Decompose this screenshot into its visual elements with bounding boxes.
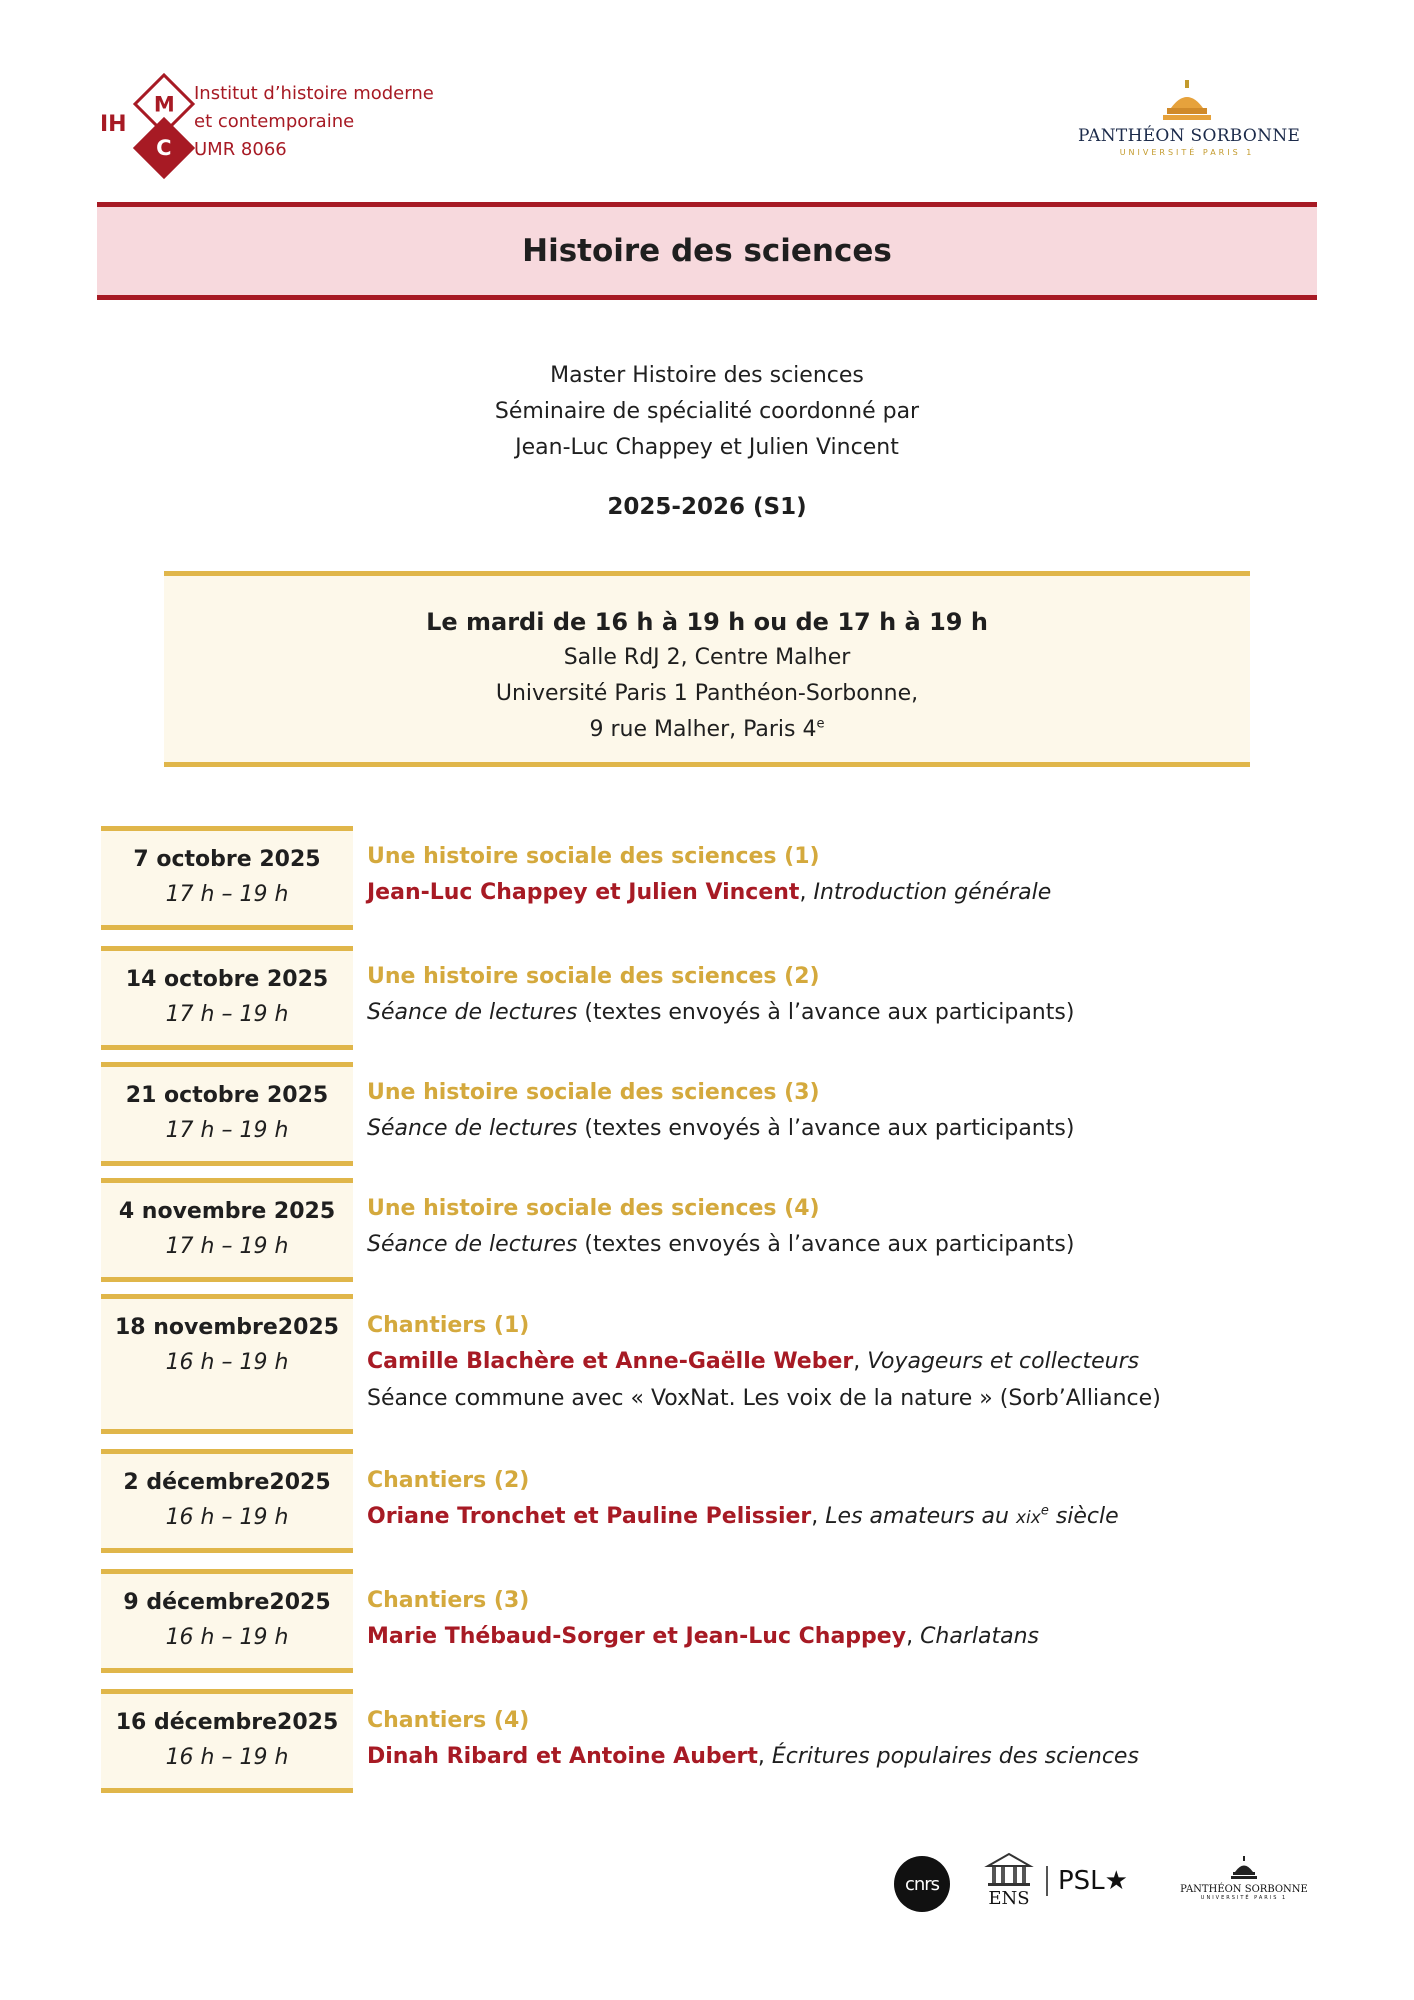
session-info [367,1076,1267,1147]
session-date: 9 décembre2025 [123,1590,331,1615]
cnrs-logo: cnrs [894,1856,950,1912]
session-date-box [101,1569,353,1673]
session-note: Séance commune avec « VoxNat. Les voix de la nature » (Sorb’Alliance) [367,1386,1161,1411]
session-title: Une histoire sociale des sciences (3) [367,1080,820,1105]
session-date: 21 octobre 2025 [125,1083,329,1108]
session-subject: Introduction générale [813,880,1052,905]
session-title: Une histoire sociale des sciences (4) [367,1196,820,1221]
session-reading-line: Séance de lectures (textes envoyés à l’avance aux participants) [367,1116,1075,1141]
session-date-box [101,1062,353,1166]
schedule-info-box [164,571,1250,767]
session-time: 17 h – 19 h [165,882,289,907]
session-info [367,1464,1267,1537]
session-date: 18 novembre2025 [115,1315,339,1340]
session-time: 17 h – 19 h [165,1002,289,1027]
intro-line: Jean-Luc Chappey et Julien Vincent [515,435,899,460]
session-subject: Charlatans [920,1624,1039,1649]
session-info [367,1704,1267,1775]
session-time: 16 h – 19 h [165,1745,289,1770]
session-speakers: Jean-Luc Chappey et Julien Vincent [367,880,800,905]
session-title: Une histoire sociale des sciences (2) [367,964,820,989]
session-date: 2 décembre2025 [123,1470,331,1495]
room-line: Salle RdJ 2, Centre Malher [563,645,851,670]
session-date-box [101,1178,353,1282]
session-time: 17 h – 19 h [165,1234,289,1259]
session-info [367,960,1267,1031]
session-info [367,1192,1267,1263]
session-info [367,1584,1267,1655]
intro-line: Master Histoire des sciences [550,363,864,388]
session-time: 16 h – 19 h [165,1505,289,1530]
session-date: 14 octobre 2025 [125,967,329,992]
ens-logo: ENS [984,1852,1034,1909]
ihmc-logo-m-diamond: M [133,73,195,135]
ihmc-logo [98,72,478,182]
session-date-box [101,1689,353,1793]
intro-line: Séminaire de spécialité coordonné par [494,399,920,424]
pantheon-sorbonne-logo: PANTHÉON SORBONNE UNIVERSITÉ PARIS 1 [1078,80,1296,160]
pantheon-dome-icon [1157,80,1217,124]
session-title: Chantiers (2) [367,1468,530,1493]
session-speakers-line: Dinah Ribard et Antoine Aubert, Écritures populaires des sciences [367,1744,1139,1769]
session-info [367,840,1267,911]
intro-block [0,358,1414,466]
pantheon-dome-small-icon [1229,1856,1259,1880]
pantheon-sorbonne-small-logo: PANTHÉON SORBONNE UNIVERSITÉ PARIS 1 [1178,1856,1310,1901]
session-date-box [101,826,353,930]
session-subject: Voyageurs et collecteurs [867,1349,1140,1374]
session-speakers-line: Camille Blachère et Anne-Gaëlle Weber, Voyageurs et collecteurs [367,1349,1140,1374]
academic-year: 2025-2026 (S1) [607,494,807,520]
session-title: Chantiers (1) [367,1313,530,1338]
session-time: 16 h – 19 h [165,1350,289,1375]
session-title: Chantiers (3) [367,1588,530,1613]
session-speakers-line: Oriane Tronchet et Pauline Pelissier, Les amateurs au xix$^e$ siècle [367,1503,1119,1529]
session-date: 7 octobre 2025 [133,847,321,872]
session-time: 17 h – 19 h [165,1118,289,1143]
university-line: Université Paris 1 Panthéon-Sorbonne, [495,681,919,706]
session-time: 16 h – 19 h [165,1625,289,1650]
schedule-line: Le mardi de 16 h à 19 h ou de 17 h à 19 h [426,608,988,636]
session-info [367,1309,1267,1417]
session-speakers: Camille Blachère et Anne-Gaëlle Weber [367,1349,854,1374]
session-title: Chantiers (4) [367,1708,530,1733]
psl-logo: PSL★ [1046,1866,1128,1896]
session-date-box [101,946,353,1050]
ihmc-logo-c-diamond: C [133,117,195,179]
address-line: 9 rue Malher, Paris 4e [589,716,825,742]
session-reading-line: Séance de lectures (textes envoyés à l’avance aux participants) [367,1000,1075,1025]
session-speakers-line: Marie Thébaud-Sorger et Jean-Luc Chappey, Charlatans [367,1624,1039,1649]
session-date: 16 décembre2025 [115,1710,339,1735]
session-date: 4 novembre 2025 [118,1199,336,1224]
session-speakers: Dinah Ribard et Antoine Aubert [367,1744,758,1769]
ens-building-icon [984,1852,1034,1886]
title-band [97,202,1317,300]
session-speakers: Marie Thébaud-Sorger et Jean-Luc Chappey [367,1624,907,1649]
ihmc-logo-ih: IH [100,112,127,137]
session-subject: Les amateurs au xix$^e$ siècle [825,1503,1119,1529]
session-speakers: Oriane Tronchet et Pauline Pelissier [367,1504,812,1529]
session-subject: Écritures populaires des sciences [771,1744,1139,1769]
page-title: Histoire des sciences [522,233,892,269]
ihmc-logo-text: Institut d’histoire moderne et contemporaine UMR 8066 [194,83,434,160]
partner-logos [890,1852,1310,1932]
session-title: Une histoire sociale des sciences (1) [367,844,820,869]
session-speakers-line: Jean-Luc Chappey et Julien Vincent, Introduction générale [367,880,1052,905]
session-reading-line: Séance de lectures (textes envoyés à l’avance aux participants) [367,1232,1075,1257]
session-date-box [101,1449,353,1553]
session-date-box [101,1294,353,1434]
